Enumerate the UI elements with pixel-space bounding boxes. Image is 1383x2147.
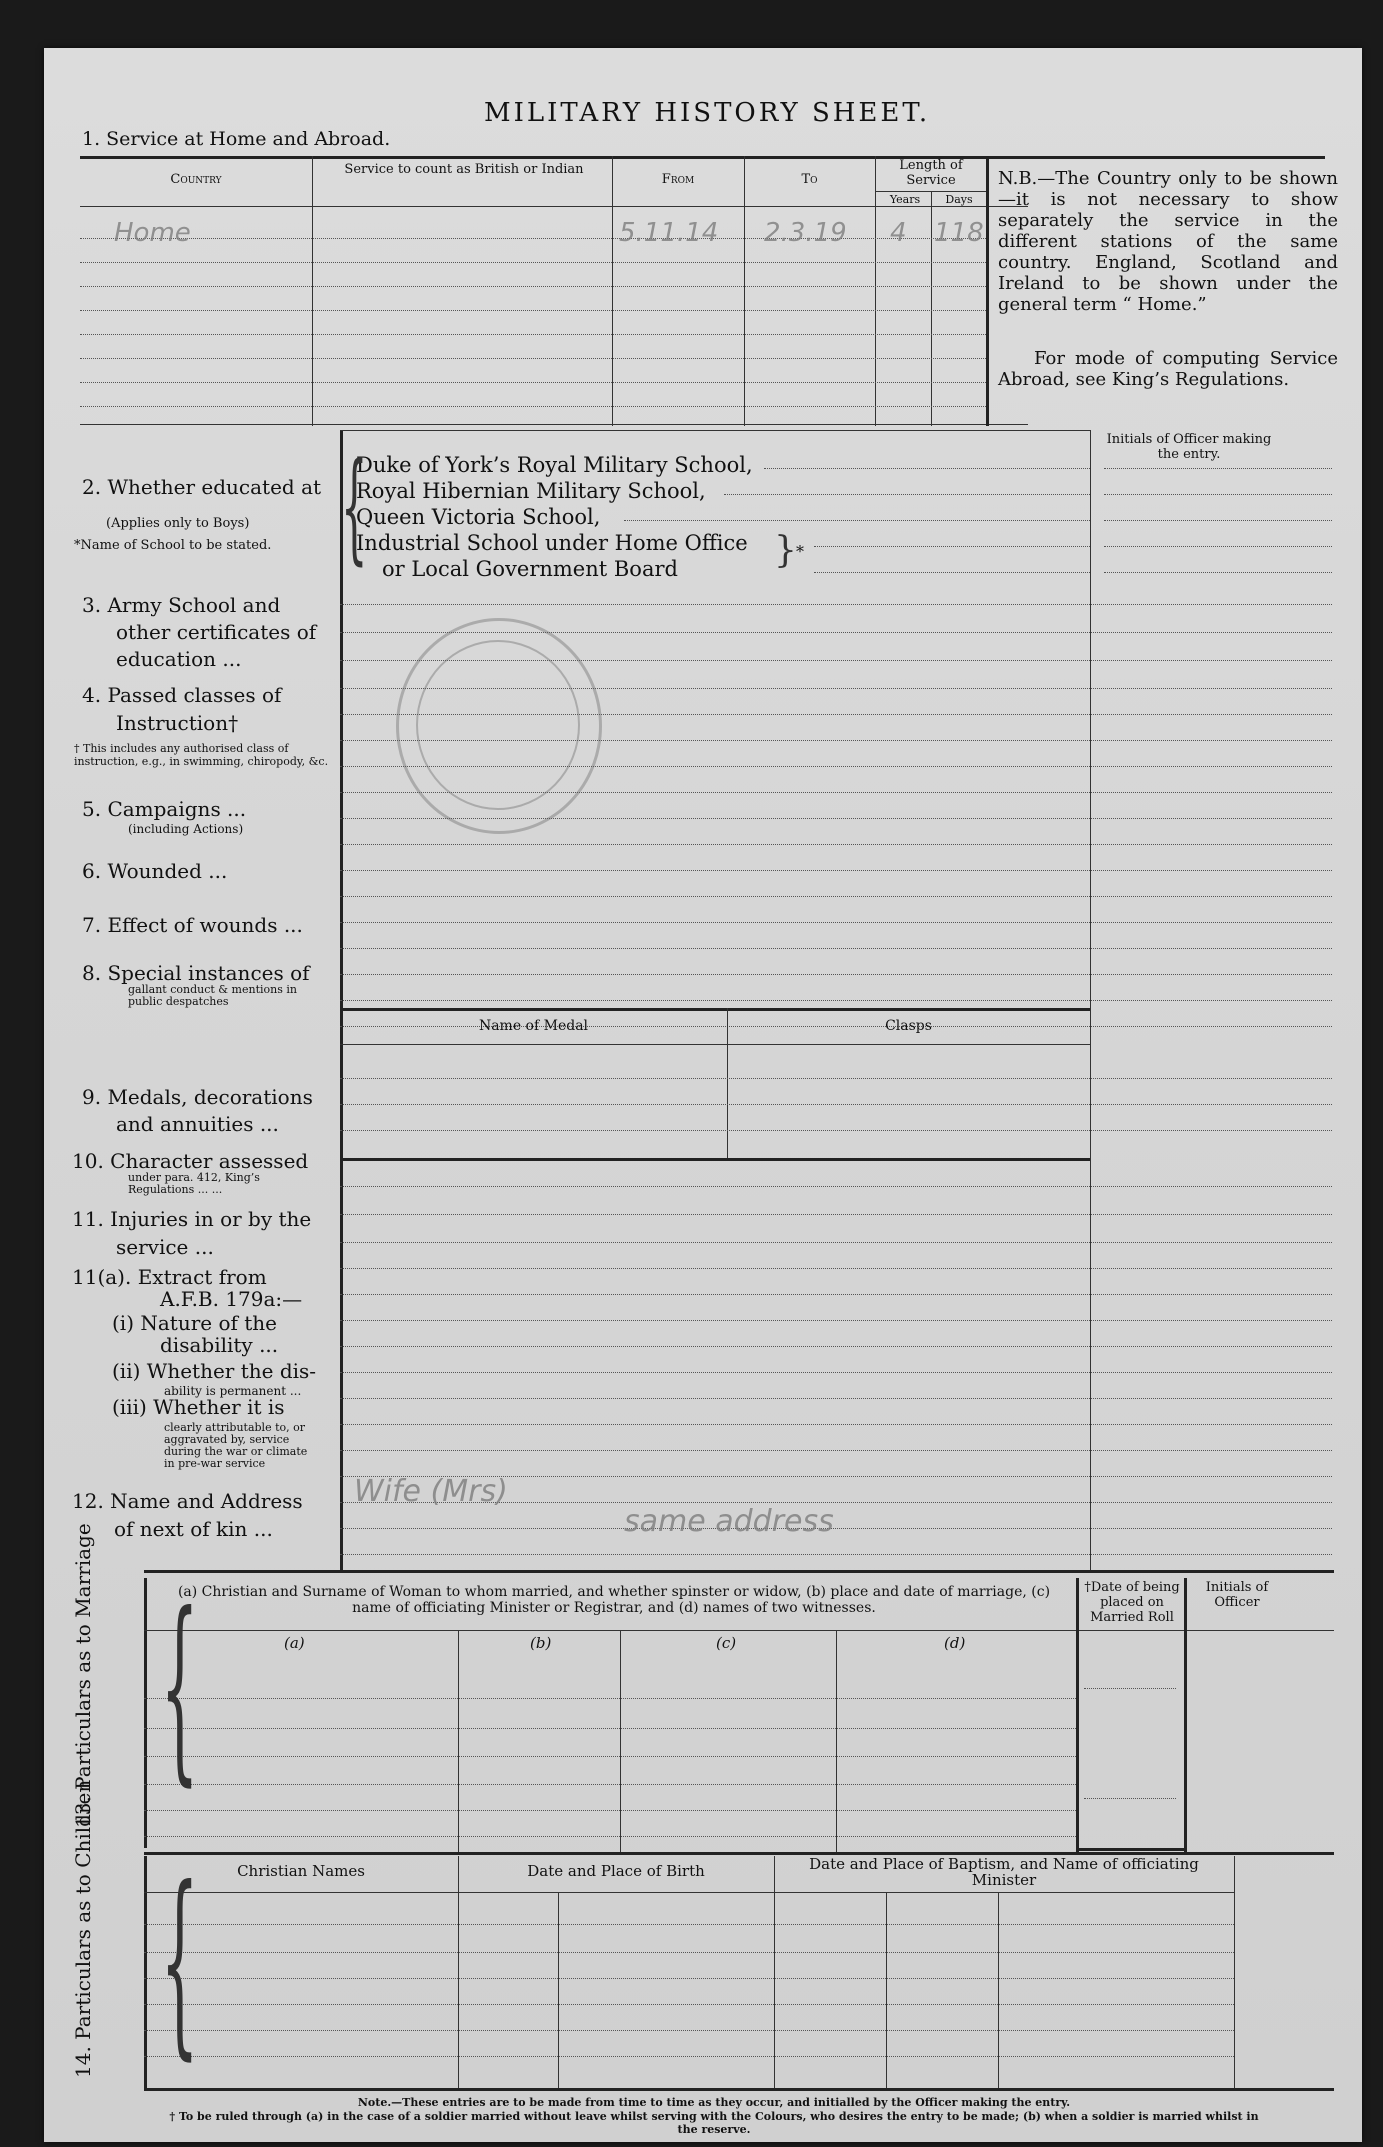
- item-10-note: under para. 412, King’s Regulations ... ...: [128, 1171, 260, 1196]
- married-roll-header: †Date of being placed on Married Roll: [1084, 1580, 1180, 1625]
- item-3-line1: 3. Army School and: [82, 593, 281, 617]
- school-3: Queen Victoria School,: [356, 505, 601, 529]
- item-3-line2: other certificates of: [116, 620, 317, 644]
- item-3-line3: education ...: [116, 647, 242, 671]
- item-5-label: 5. Campaigns ...: [82, 797, 247, 821]
- section-1-label: 1. Service at Home and Abroad.: [82, 128, 391, 150]
- entry-days: 118: [934, 218, 984, 248]
- column-header-country: Country: [170, 172, 222, 187]
- marriage-side-label: 13. Particulars as to Marriage: [71, 1523, 95, 1828]
- children-side-label: 14. Particulars as to Children: [71, 1779, 95, 2078]
- entry-years: 4: [890, 218, 907, 248]
- item-11a-line2: A.F.B. 179a:—: [160, 1287, 303, 1311]
- item-6-label: 6. Wounded ...: [82, 859, 228, 883]
- column-header-days: Days: [945, 193, 973, 206]
- school-brace: }: [774, 530, 797, 571]
- school-2: Royal Hibernian Military School,: [356, 479, 706, 503]
- school-asterisk: *: [796, 542, 804, 561]
- item-11a-i-line2: disability ...: [160, 1333, 279, 1357]
- marriage-col-c: (c): [716, 1634, 737, 1652]
- medal-name-header: Name of Medal: [478, 1018, 589, 1034]
- marriage-brace: {: [160, 1571, 199, 1804]
- children-names-header: Christian Names: [237, 1862, 365, 1880]
- item-4-line2: Instruction†: [116, 711, 239, 735]
- item-11a-iii-line1: (iii) Whether it is: [112, 1395, 285, 1419]
- item-5-note: (including Actions): [128, 822, 244, 836]
- column-header-service: Service to count as British or Indian: [344, 162, 584, 177]
- next-of-kin-line1: Wife (Mrs): [354, 1474, 508, 1509]
- item-9-line2: and annuities ...: [116, 1112, 279, 1136]
- column-header-length: Length of Service: [899, 158, 963, 188]
- item-8-note: gallant conduct & mentions in public despatches: [128, 983, 297, 1008]
- item-11a-ii-line2: ability is permanent ...: [164, 1384, 302, 1398]
- school-4: Industrial School under Home Office: [356, 531, 748, 555]
- marriage-col-a: (a): [284, 1634, 305, 1652]
- faded-stamp-inner: [416, 640, 580, 810]
- marriage-col-b: (b): [530, 1634, 552, 1652]
- medal-clasps-header: Clasps: [885, 1018, 932, 1034]
- nb-note: N.B.—The Country only to be shown—it is not necessary to show separately the service in the different stations of the same country. England, Scotland and Ireland to be shown under the general term “ Home.”: [998, 168, 1338, 315]
- page-title: MILITARY HISTORY SHEET.: [484, 98, 931, 128]
- item-12-line1: 12. Name and Address: [72, 1489, 303, 1513]
- item-2-note1: (Applies only to Boys): [106, 516, 250, 531]
- item-4-note: † This includes any authorised class of instruction, e.g., in swimming, chiropody, &c.: [74, 742, 329, 768]
- item-4-line1: 4. Passed classes of: [82, 683, 282, 707]
- column-header-to: To: [801, 172, 818, 187]
- form-sheet: [44, 48, 1362, 2142]
- column-header-years: Years: [889, 193, 921, 206]
- school-1: Duke of York’s Royal Military School,: [356, 453, 753, 477]
- initials-header: Initials of Officer making the entry.: [1106, 432, 1272, 462]
- item-8-label: 8. Special instances of: [82, 961, 310, 985]
- children-baptism-header: Date and Place of Baptism, and Name of officiating Minister: [809, 1855, 1199, 1889]
- item-10-label: 10. Character assessed: [72, 1149, 309, 1173]
- marriage-header: (a) Christian and Surname of Woman to whom married, and whether spinster or widow, (b) place and date of marriage, (c) name of officiating Minister or Registrar, and (d) names of two witnesses.: [177, 1584, 1051, 1616]
- entry-from: 5.11.14: [619, 218, 719, 248]
- footnote-1: Note.—These entries are to be made from time to time as they occur, and initialled by the Officer making the entry.: [357, 2096, 1071, 2109]
- item-11-line1: 11. Injuries in or by the: [72, 1207, 312, 1231]
- item-7-label: 7. Effect of wounds ...: [82, 913, 303, 937]
- item-9-line1: 9. Medals, decorations: [82, 1085, 313, 1109]
- item-11a-line1: 11(a). Extract from: [72, 1265, 267, 1289]
- item-11a-i-line1: (i) Nature of the: [112, 1311, 278, 1335]
- item-11a-ii-line1: (ii) Whether the dis-: [112, 1359, 317, 1383]
- item-11-line2: service ...: [116, 1235, 214, 1259]
- column-header-from: From: [661, 172, 695, 187]
- next-of-kin-line2: same address: [624, 1504, 834, 1539]
- marriage-col-d: (d): [944, 1634, 966, 1652]
- item-2-note2: *Name of School to be stated.: [74, 538, 272, 553]
- entry-to: 2.3.19: [764, 218, 847, 248]
- children-birth-header: Date and Place of Birth: [527, 1862, 705, 1880]
- marriage-initials-header: Initials of Officer: [1205, 1580, 1269, 1610]
- item-11a-iii-line2: clearly attributable to, or aggravated by, service during the war or climate in pre-war service: [164, 1421, 308, 1470]
- item-2-brace: {: [340, 438, 368, 577]
- footnote-2: † To be ruled through (a) in the case of a soldier married without leave whilst serving with the Colours, who desires the entry to be made; (b) when a soldier is married whilst in the reserve.: [169, 2110, 1259, 2136]
- mode-note: For mode of computing Service Abroad, see King’s Regulations.: [998, 348, 1338, 390]
- school-5: or Local Government Board: [382, 557, 678, 581]
- entry-country: Home: [114, 218, 191, 248]
- item-12-line2: of next of kin ...: [114, 1517, 273, 1541]
- item-2-label: 2. Whether educated at: [82, 475, 322, 499]
- children-brace: {: [160, 1845, 199, 2078]
- school-list: [356, 452, 753, 582]
